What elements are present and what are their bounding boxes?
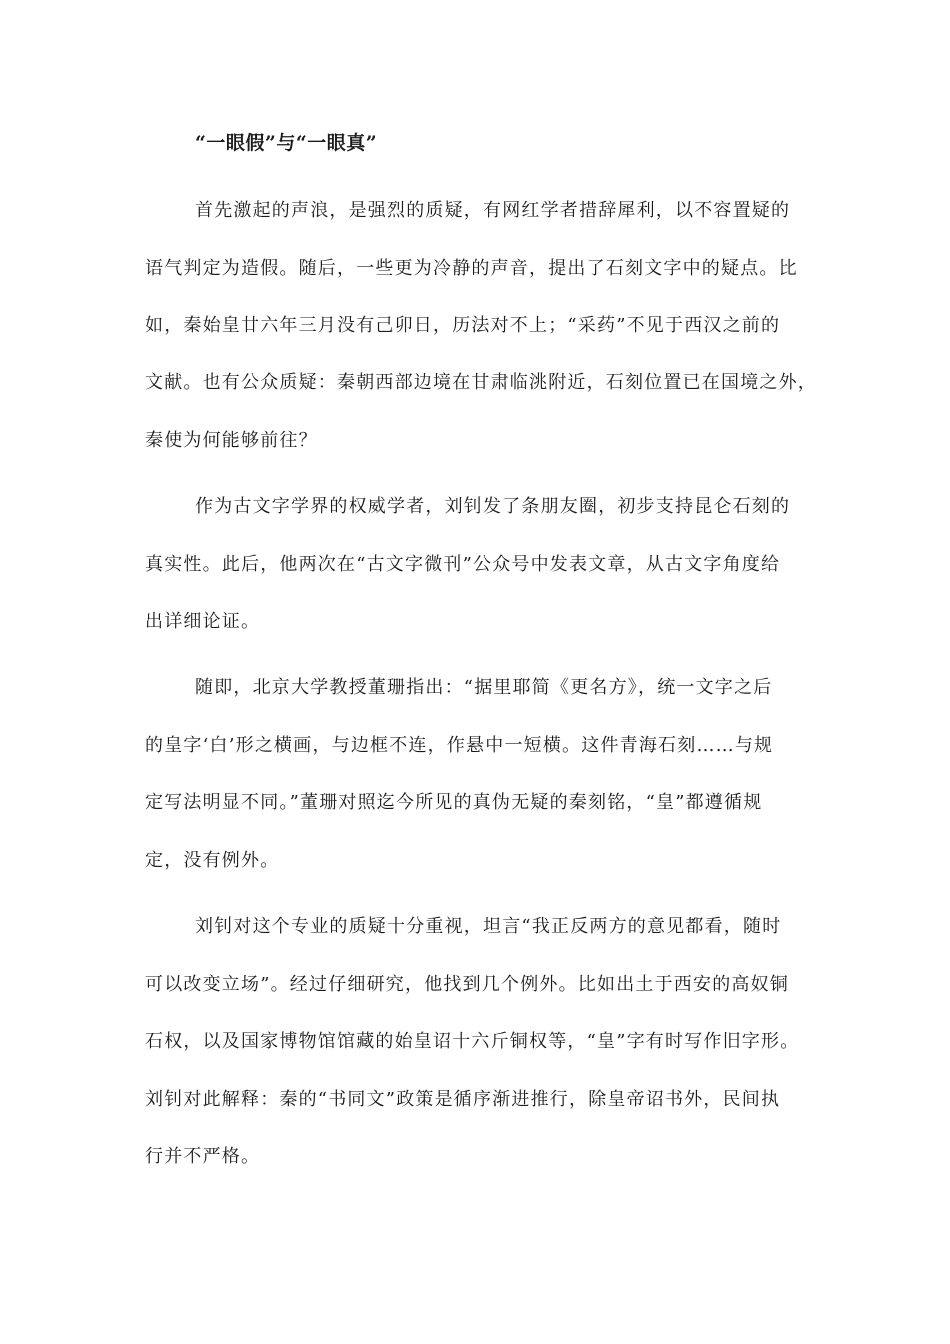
paragraph-1-line-4: 文献。也有公众质疑：秦朝西部边境在甘肃临洮附近，石刻位置已在国境之外， [145, 372, 817, 393]
paragraph-2-line-2: 真实性。此后，他两次在“古文字微刊”公众号中发表文章，从古文字角度给 [145, 554, 781, 575]
paragraph-4-line-2: 可以改变立场”。经过仔细研究，他找到几个例外。比如出土于西安的高奴铜 [145, 974, 789, 995]
paragraph-3-line-1: 随即，北京大学教授董珊指出：“据里耶简《更名方》，统一文字之后 [195, 677, 773, 698]
paragraph-1-line-5: 秦使为何能够前往？ [145, 430, 318, 451]
paragraph-2-line-3: 出详细论证。 [145, 611, 261, 632]
paragraph-4-line-3: 石权，以及国家博物馆馆藏的始皇诏十六斤铜权等，“皇”字有时写作旧字形。 [145, 1031, 800, 1052]
paragraph-3-line-2: 的皇字‘白’形之横画，与边框不连，作悬中一短横。这件青海石刻……与规 [145, 735, 774, 756]
article-heading: “一眼假”与“一眼真” [195, 132, 378, 154]
paragraph-4-line-5: 行并不严格。 [145, 1146, 261, 1167]
paragraph-4-line-1: 刘钊对这个专业的质疑十分重视，坦言“我正反两方的意见都看，随时 [195, 916, 782, 937]
paragraph-1-line-1: 首先激起的声浪，是强烈的质疑，有网红学者措辞犀利，以不容置疑的 [195, 200, 791, 221]
paragraph-1-line-3: 如，秦始皇廿六年三月没有己卯日，历法对不上；“采药”不见于西汉之前的 [145, 315, 781, 336]
paragraph-3-line-4: 定，没有例外。 [145, 850, 280, 871]
paragraph-2-line-1: 作为古文字学界的权威学者，刘钊发了条朋友圈，初步支持昆仑石刻的 [195, 496, 791, 517]
paragraph-3-line-3: 定写法明显不同。”董珊对照迄今所见的真伪无疑的秦刻铭，“皇”都遵循规 [145, 792, 763, 813]
paragraph-4-line-4: 刘钊对此解释：秦的“书同文”政策是循序渐进推行，除皇帝诏书外，民间执 [145, 1089, 781, 1110]
paragraph-1-line-2: 语气判定为造假。随后，一些更为冷静的声音，提出了石刻文字中的疑点。比 [145, 258, 798, 279]
